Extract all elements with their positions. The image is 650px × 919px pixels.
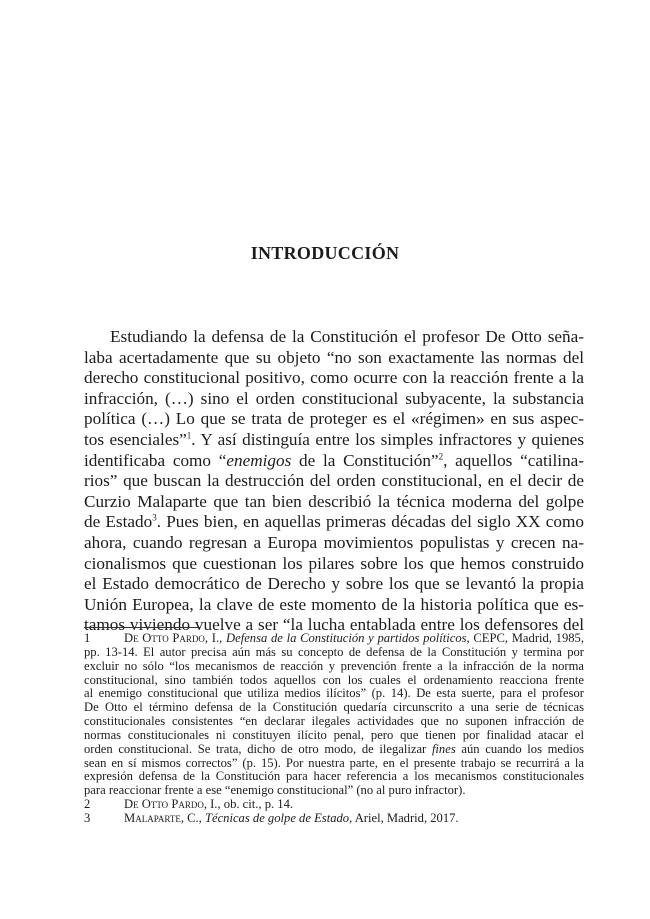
body-line: Estudiando la defensa de la Constitución el profesor De Otto seña- — [110, 327, 584, 346]
footnote-author: De Otto Pardo, I., — [124, 631, 223, 645]
body-line: de Estado$^3$. Pues bien, en aquellas primeras décadas del siglo XX como — [84, 512, 584, 532]
footnote-text: aún cuando los medios — [461, 741, 585, 756]
footnote-book-title: Defensa de la Constitución y partidos políticos — [226, 631, 467, 645]
footnote-1-line: expresión defensa de la Constitución para hacer referencia a los mecanismos constitucionales — [84, 769, 584, 784]
body-line: identificaba como “enemigos de la Constitución”$^2$, aquellos “catilina- — [84, 450, 585, 470]
footnote-number: 1 — [84, 631, 91, 645]
body-line: infracción, (…) sino el orden constitucional subyacente, la substancia — [84, 388, 584, 408]
footnote-text: , Ariel, Madrid, 2017. — [349, 810, 459, 825]
footnote-1-line — [84, 632, 584, 646]
footnote-separator — [84, 627, 200, 628]
main-paragraph — [84, 327, 584, 636]
footnote-1-line: constitucional, sino también todos aquellos con los cuales el ordenamiento reacciona frente — [84, 672, 584, 687]
body-line: tos esenciales”$^1$. Y así distinguía entre los simples infractores y quienes — [84, 429, 585, 449]
body-line: ahora, cuando regresan a Europa movimientos populistas y crecen na- — [84, 532, 584, 552]
footnote-1-line: De Otto el término defensa de la Constitución quedaría circunscrito a una serie de técnicas — [84, 700, 584, 715]
chapter-title: INTRODUCCIÓN — [250, 243, 400, 263]
footnote-reference: 1 — [186, 430, 192, 441]
footnote-1-line: pp. 13-14. El autor precisa aún más su concepto de defensa de la Constitución y termina por — [84, 644, 584, 659]
footnote-number: 3 — [84, 810, 91, 825]
footnote-1-line: al enemigo constitucional que utiliza medios ilícitos” (p. 14). De esta suerte, para el profesor — [84, 686, 584, 701]
footnote-1-line — [84, 743, 584, 757]
footnote-1-line: excluir no sólo “los mecanismos de reacción y prevención frente a la infracción de la norma — [84, 658, 584, 673]
footnote-reference: 2 — [438, 450, 444, 461]
footnote-1-line: constitucionales consistentes “en declarar ilegales actividades que no suponen infracción de — [84, 714, 584, 729]
body-line: rios” que buscan la destrucción del orden constitucional, en el decir de — [84, 471, 584, 491]
body-line: cionalismos que cuestionan los pilares sobre los que hemos construido — [84, 553, 584, 573]
body-line: derecho constitucional positivo, como ocurre con la reacción frente a la — [84, 368, 584, 388]
footnotes — [84, 632, 584, 826]
footnote-author: De Otto Pardo, I., — [124, 797, 221, 812]
footnote-author: Malaparte, C., — [124, 810, 202, 825]
footnote-book-title: Técnicas de golpe de Estado — [204, 810, 350, 825]
body-line: Unión Europea, la clave de este momento de la historia política que es- — [84, 594, 584, 614]
body-line: laba acertadamente que su objeto “no son exactamente las normas del — [84, 347, 584, 367]
emphasis: enemigos — [226, 450, 292, 470]
footnote-italic-word: fines — [431, 741, 456, 756]
body-line: política (…) Lo que se trata de proteger es el «régimen» en sus aspec- — [84, 409, 584, 429]
footnote-text: ob. cit., p. 14. — [223, 797, 294, 812]
body-line: Curzio Malaparte que tan bien describió la técnica moderna del golpe — [84, 491, 584, 511]
body-line: tamos viviendo vuelve a ser “la lucha entablada entre los defensores del — [84, 615, 584, 635]
footnote-1-line: sean en sí mismos correctos” (p. 15). Por nuestra parte, en el presente trabajo se recurrirá a la — [84, 755, 584, 770]
footnote-1-line: normas constitucionales ni constituyen ilícito penal, pero que tienen por finalidad atacar el — [84, 727, 584, 742]
footnote-text: orden constitucional. Se trata, dicho de otro modo, de ilegalizar — [84, 741, 427, 756]
footnote-1-line: para reaccionar frente a ese “enemigo constitucional” (no al puro infractor). — [84, 783, 466, 798]
footnote-2-line — [84, 798, 584, 812]
body-line: el Estado democrático de Derecho y sobre los que se levantó la propia — [84, 574, 584, 594]
footnote-text: , CEPC, Madrid, 1985, — [466, 631, 585, 645]
footnote-3-line — [84, 812, 584, 826]
footnote-number: 2 — [84, 797, 91, 812]
footnote-reference: 3 — [152, 512, 157, 523]
